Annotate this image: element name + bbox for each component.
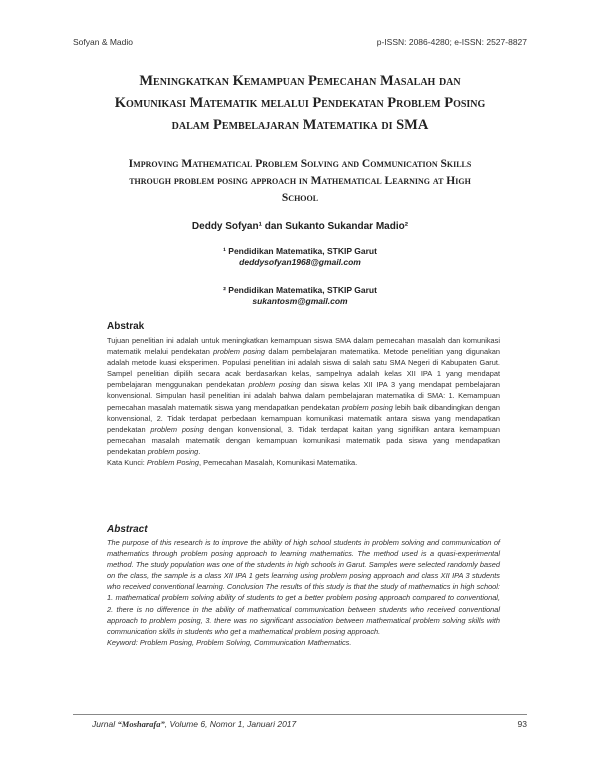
affiliation-1	[0, 246, 600, 268]
footer-divider	[73, 714, 527, 715]
abstrak-text: lebih baik dibandingkan dengan konvensional, 2. Tidak terdapat perbedaan kemampuan komunikasi matematik antara siswa yang mendapatkan pendekatan	[107, 402, 500, 434]
kata-kunci-emphasis: Problem Posing	[146, 458, 200, 468]
abstrak-text: Tujuan penelitian ini adalah untuk meningkatkan kemampuan siswa SMA dalam pemecahan masalah dan komunikasi matematik melalui pendekatan	[107, 336, 500, 357]
page-number: 93	[517, 719, 527, 729]
affiliation-2	[0, 285, 600, 307]
title-en-line-3: School	[281, 192, 319, 204]
abstrak-emphasis: problem posing	[150, 424, 204, 434]
title-id-line-2: Komunikasi Matematik melalui Pendekatan Problem Posing	[114, 95, 486, 111]
footer-journal-issue: , Volume 6, Nomor 1, Januari 2017	[164, 719, 297, 729]
kata-kunci	[107, 457, 500, 468]
abstrak-emphasis: problem posing	[248, 380, 301, 390]
abstract-text: The purpose of this research is to improve the ability of high school students in problem solving and communication of mathematics through problem posing approach to learning mathematics. The method used is a quasi-experimental method. The study population was one of the students in high schools in Garut. Samples were selected randomly based on the class, the sample is a class XII IPA 1 gets learning using problem posing approach and class XII IPA 3 students who received conventional learning. Conclusion The results of this study is that the study of mathematics in high school: 1. mathematical problem solving ability of students to get a better problem posing approach compared to conventional, 2. there is no difference in the ability of mathematical communication between students who received conventional approach to problem posing, 3. there was no significant association between mathematical problem solving skills with communication skills in students who get a mathematical problem posing approach.	[107, 538, 500, 636]
abstract-keywords: Keyword: Problem Posing, Problem Solving, Communication Mathematics.	[107, 637, 352, 647]
author-email: sukantosm@gmail.com	[252, 296, 348, 306]
footer-journal-name: “Mosharafa”	[117, 719, 165, 729]
paper-title-indonesian	[70, 70, 530, 136]
abstrak-emphasis: problem posing	[341, 402, 393, 412]
title-id-line-1: Meningkatkan Kemampuan Pemecahan Masalah dan	[139, 73, 461, 89]
abstrak-text: .	[198, 446, 201, 456]
abstrak-text: dalam pembelajaran matematika. Metode penelitian yang digunakan adalah metode kuasi eksperimen. Populasi penelitian ini adalah siswa di salah satu SMA Negeri di Kabupaten Garut. Sampel penelitian dipilih secara acak berdasarkan kelas, sampelnya adalah kelas XII IPA 1 yang mendapat pembelajaran menggunakan pendekatan	[107, 347, 500, 390]
author-email: deddysofyan1968@gmail.com	[239, 257, 361, 267]
footer-journal-prefix: Jurnal	[92, 719, 118, 729]
abstrak-heading: Abstrak	[107, 321, 145, 332]
title-en-line-2: through problem posing approach in Mathematical Learning at High	[129, 175, 471, 187]
running-header-authors: Sofyan & Madio	[73, 37, 134, 47]
abstrak-text: dengan konvensional, 3. Tidak terdapat kaitan yang signifikan antara kemampuan pemecahan masalah matematik dengan kemampuan komunikasi matematik pada siswa yang mendapatkan pendekatan	[107, 424, 500, 456]
abstrak-text: dan siswa kelas XII IPA 3 yang mendapat pembelajaran konvensional. Simpulan hasil penelitian ini adalah bahwa dalam pembelajaran matematika di SMA: 1. Kemampuan pemecahan masalah matematik siswa yang mendapatkan pendekatan	[107, 380, 500, 412]
abstrak-emphasis: problem posing	[213, 347, 265, 357]
title-en-line-1: Improving Mathematical Problem Solving and Communication Skills	[128, 158, 472, 170]
paper-title-english	[85, 156, 515, 207]
affiliation-institution: ¹ Pendidikan Matematika, STKIP Garut	[223, 246, 377, 256]
abstract-heading: Abstract	[107, 524, 148, 535]
abstrak-body	[107, 335, 500, 468]
title-id-line-3: dalam Pembelajaran Matematika di SMA	[171, 117, 429, 133]
author-list: Deddy Sofyan¹ dan Sukanto Sukandar Madio²	[191, 221, 409, 232]
abstrak-emphasis: problem posing	[147, 446, 199, 456]
footer-journal	[92, 719, 296, 729]
affiliation-institution: ² Pendidikan Matematika, STKIP Garut	[223, 285, 377, 295]
abstract-body	[107, 537, 500, 648]
running-header-issn: p-ISSN: 2086-4280; e-ISSN: 2527-8827	[376, 37, 527, 47]
kata-kunci-rest: , Pemecahan Masalah, Komunikasi Matematika.	[199, 458, 358, 468]
kata-kunci-label: Kata Kunci:	[107, 458, 147, 468]
